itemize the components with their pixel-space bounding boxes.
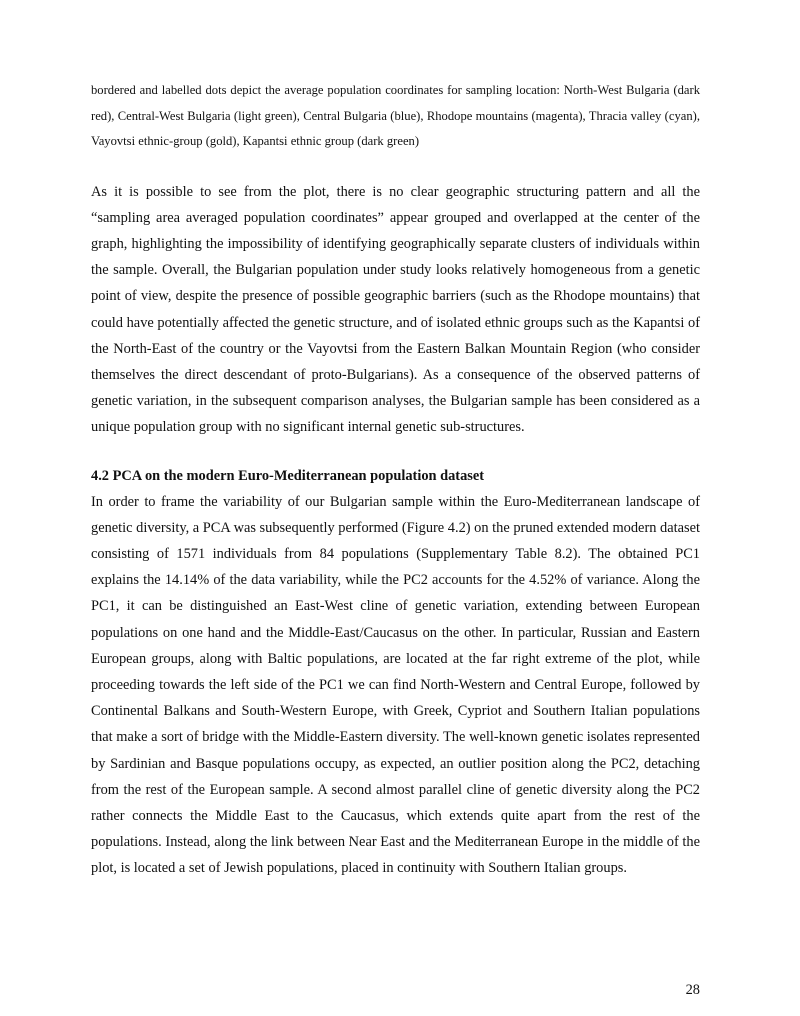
figure-caption-continuation: bordered and labelled dots depict the average population coordinates for sampling location: North-West Bulgaria (dark red), Central-West Bulgaria (light green), Central Bulgaria (blue), Rhodope mountains (magenta), Thracia valley (cyan), Vayovtsi ethnic-group (gold), Kapantsi ethnic group (dark green) [91,83,700,148]
page-number: 28 [685,982,700,998]
page-body [91,78,700,882]
section-heading: 4.2 PCA on the modern Euro-Mediterranean population dataset [91,467,485,484]
body-paragraph-2: In order to frame the variability of our Bulgarian sample within the Euro-Mediterranean landscape of genetic diversity, a PCA was subsequently performed (Figure 4.2) on the pruned extended modern dataset consisting of 1571 individuals from 84 populations (Supplementary Table 8.2). The obtained PC1 explains the 14.14% of the data variability, while the PC2 accounts for the 4.52% of variance. Along the PC1, it can be distinguished an East-West cline of genetic variation, extending between European populations on one hand and the Middle-East/Caucasus on the other. In particular, Russian and Eastern European groups, along with Baltic populations, are located at the far right extreme of the plot, while proceeding towards the left side of the PC1 we can find North-Western and Central Europe, followed by Continental Balkans and South-Western Europe, with Greek, Cypriot and Southern Italian populations that make a sort of bridge with the Middle-Eastern diversity. The well-known genetic isolates represented by Sardinian and Basque populations occupy, as expected, an outlier position along the PC2, detaching from the rest of the European sample. A second almost parallel cline of genetic diversity along the PC2 rather connects the Middle East to the Caucasus, which extends quite apart from the rest of the populations. Instead, along the link between Near East and the Mediterranean Europe in the middle of the plot, is located a set of Jewish populations, placed in continuity with Southern Italian groups. [91,493,700,877]
body-paragraph-1: As it is possible to see from the plot, there is no clear geographic structuring pattern and all the “sampling area averaged population coordinates” appear grouped and overlapped at the center of the graph, highlighting the impossibility of identifying geographically separate clusters of individuals within the sample. Overall, the Bulgarian population under study looks relatively homogeneous from a genetic point of view, despite the presence of possible geographic barriers (such as the Rhodope mountains) that could have potentially affected the genetic structure, and of isolated ethnic groups such as the Kapantsi of the North-East of the country or the Vayovtsi from the Eastern Balkan Mountain Region (who consider themselves the direct descendant of proto-Bulgarians). As a consequence of the observed patterns of genetic variation, in the subsequent comparison analyses, the Bulgarian sample has been considered as a unique population group with no significant internal genetic sub-structures. [91,183,700,436]
